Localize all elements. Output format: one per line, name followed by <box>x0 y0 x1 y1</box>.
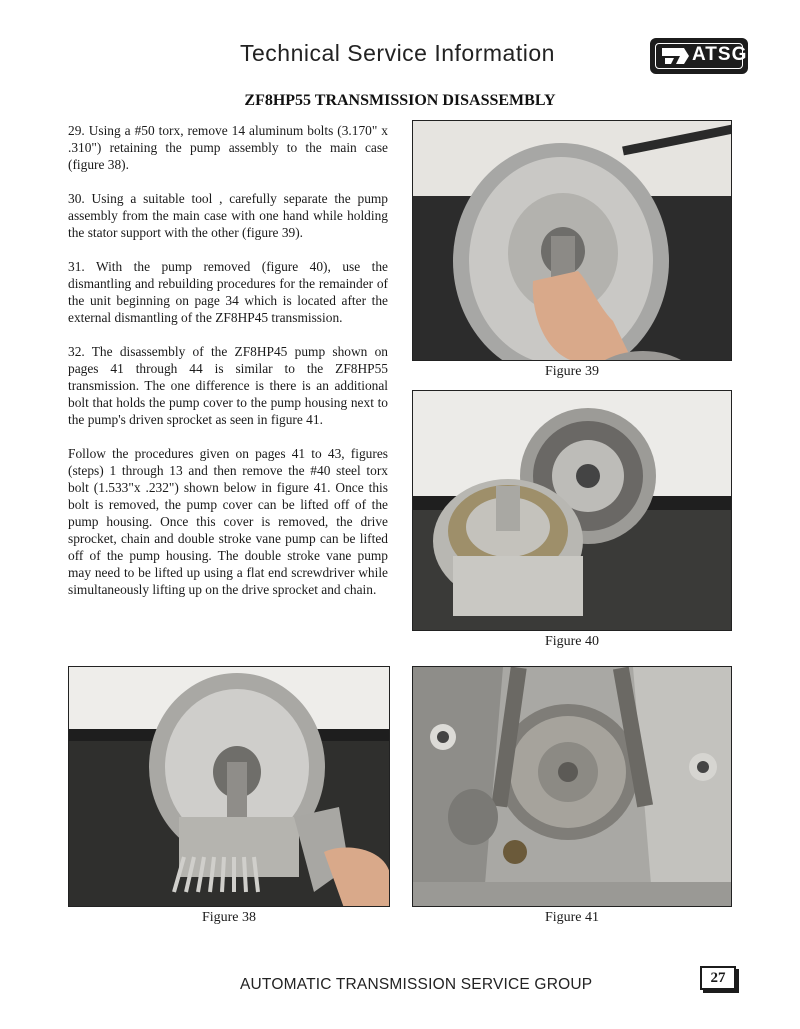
paragraph-29: 29. Using a #50 torx, remove 14 aluminum bolts (3.170" x .310") retaining the pump assembly to the main case (figure 38). <box>68 123 388 172</box>
figure-41-photo <box>412 666 732 907</box>
page-number: 27 <box>700 966 736 990</box>
figure-39-photo <box>412 120 732 361</box>
figure-38-photo <box>68 666 390 907</box>
section-title: ZF8HP55 TRANSMISSION DISASSEMBLY <box>244 92 556 109</box>
paragraph-32: 32. The disassembly of the ZF8HP45 pump shown on pages 41 through 44 is similar to the ZF8HP55 transmission. The one difference is there is an additional bolt that holds the pump cover to the pump housing next to the pump's driven sprocket as seen in figure 41. <box>68 344 388 427</box>
figure-41-caption: Figure 41 <box>544 910 600 925</box>
atsg-logo <box>650 38 748 74</box>
logo-text: ATSG <box>692 44 748 65</box>
figure-40-caption: Figure 40 <box>544 634 600 649</box>
atsg-arrow-icon <box>662 46 690 66</box>
figure-39-caption: Figure 39 <box>544 364 600 379</box>
instructions-text <box>68 122 388 615</box>
header-title: Technical Service Information <box>240 40 555 66</box>
paragraph-31: 31. With the pump removed (figure 40), use the dismantling and rebuilding procedures for the remainder of the unit beginning on page 34 which is located after the external dismantling of the ZF8HP45 transmission. <box>68 259 388 325</box>
paragraph-30: 30. Using a suitable tool , carefully separate the pump assembly from the main case with one hand while holding the stator support with the other (figure 39). <box>68 191 388 240</box>
figure-40-photo <box>412 390 732 631</box>
figure-38-caption: Figure 38 <box>201 910 257 925</box>
footer-text: AUTOMATIC TRANSMISSION SERVICE GROUP <box>240 976 593 993</box>
paragraph-follow: Follow the procedures given on pages 41 to 43, figures (steps) 1 through 13 and then remove the #40 steel torx bolt (1.533"x .232") shown below in figure 41. Once this bolt is removed, the pump cover can be lifted off of the pump housing. Once this cover is removed, the drive sprocket, chain and double stroke vane pump can be lifted off of the pump housing. The double stroke vane pump may need to be lifted up using a flat end screwdriver while simultaneously lifting up on the drive sprocket and chain. <box>68 446 388 597</box>
